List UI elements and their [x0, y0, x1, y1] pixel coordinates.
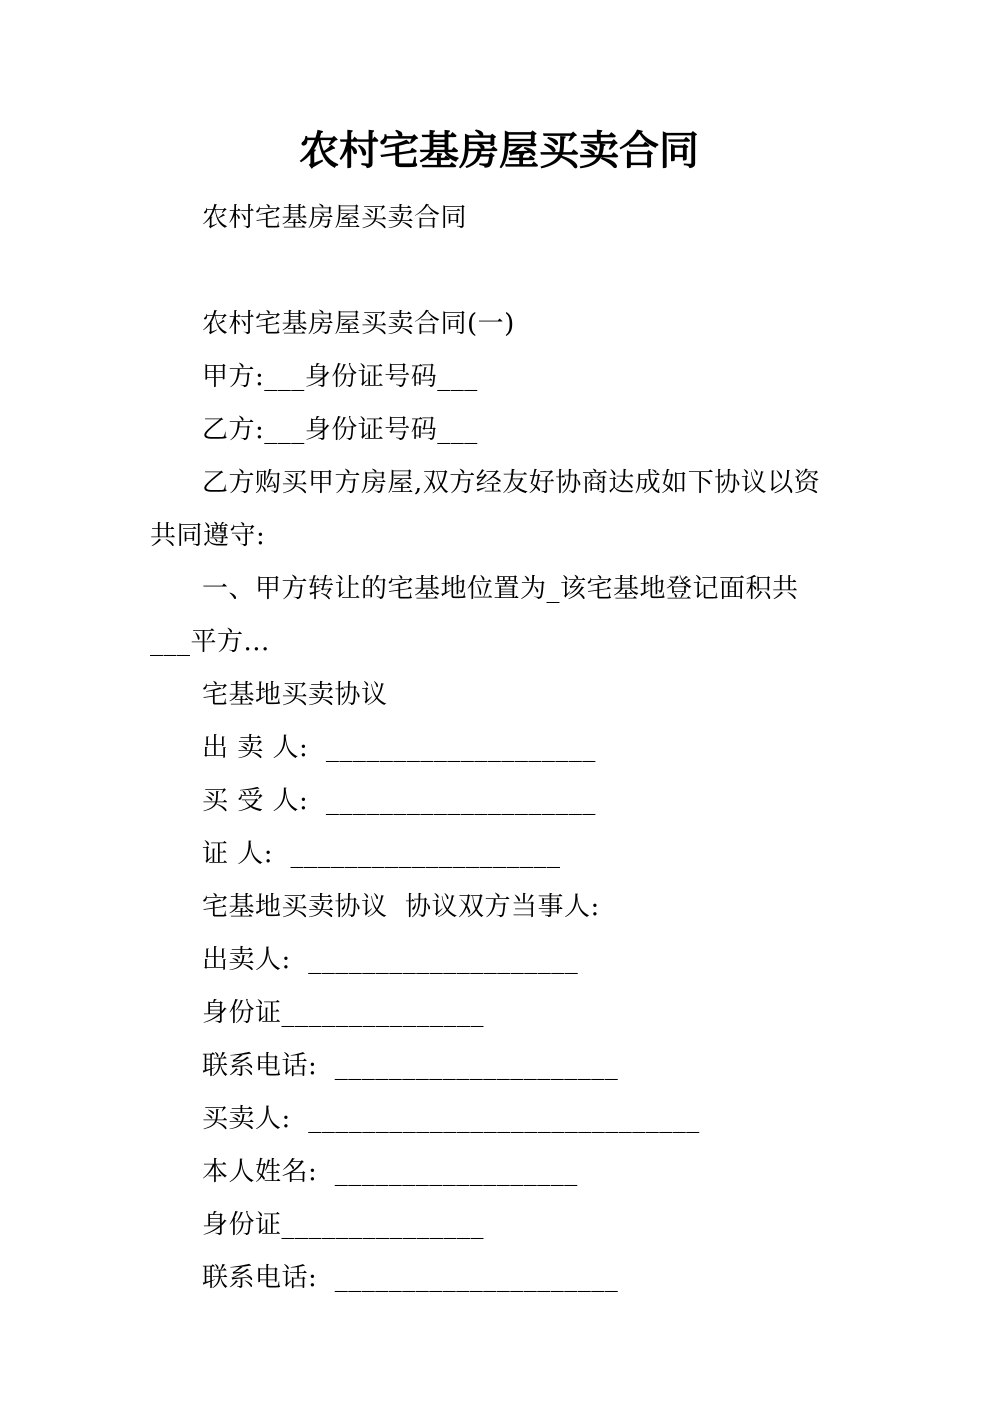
line-section-title-one: 农村宅基房屋买卖合同(一): [202, 309, 515, 339]
line-clause-one: 一、甲方转让的宅基地位置为_该宅基地登记面积共: [202, 574, 799, 604]
line-party-a-id: 甲方:___身份证号码___: [202, 362, 478, 392]
line-id-card-2: 身份证_______________: [202, 1210, 485, 1240]
line-phone-2: 联系电话: _____________________: [202, 1263, 619, 1293]
line-clause-one-cont: ___平方...: [150, 627, 270, 657]
line-subtitle: 农村宅基房屋买卖合同: [202, 203, 468, 233]
line-agreement-parties: 宅基地买卖协议 协议双方当事人:: [202, 892, 600, 922]
line-phone-1: 联系电话: _____________________: [202, 1051, 619, 1081]
line-id-card-1: 身份证_______________: [202, 998, 485, 1028]
line-intro: 乙方购买甲方房屋,双方经友好协商达成如下协议以资: [202, 468, 821, 498]
line-own-name-blank: 本人姓名: __________________: [202, 1157, 578, 1187]
line-seller2-blank: 出卖人: ____________________: [202, 945, 579, 975]
line-blank: [150, 245, 848, 298]
line-witness-blank: 证 人: ____________________: [202, 839, 561, 869]
line-buyer-blank: 买 受 人: ____________________: [202, 786, 596, 816]
document-title: 农村宅基房屋买卖合同: [299, 127, 699, 174]
line-trader-blank: 买卖人: _____________________________: [202, 1104, 700, 1134]
line-seller-blank: 出 卖 人: ____________________: [202, 733, 596, 763]
line-intro-continuation: 共同遵守:: [150, 521, 266, 551]
line-party-b-id: 乙方:___身份证号码___: [202, 415, 478, 445]
line-agreement-title: 宅基地买卖协议: [202, 680, 388, 710]
